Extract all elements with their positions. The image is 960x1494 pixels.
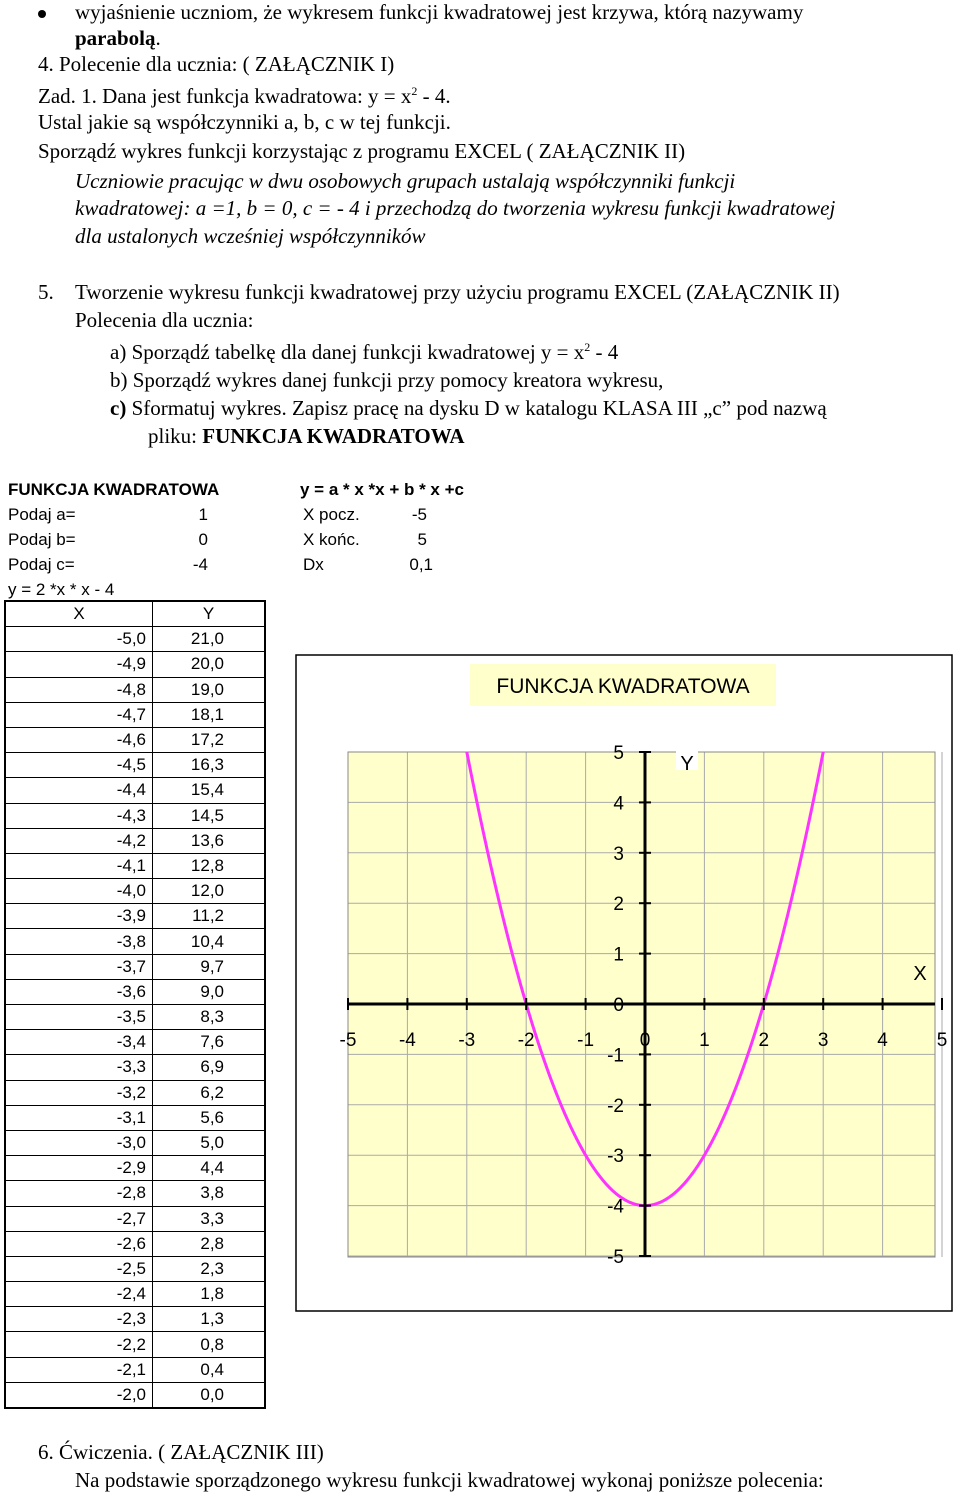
cell-y[interactable]: 1,3 bbox=[153, 1307, 266, 1332]
cell-x[interactable]: -2,2 bbox=[5, 1332, 153, 1357]
y-tick-label: 4 bbox=[613, 793, 624, 815]
bullet-end: . bbox=[155, 26, 161, 50]
x-tick-label: 2 bbox=[758, 1030, 770, 1051]
cell-y[interactable]: 4,4 bbox=[153, 1156, 266, 1181]
cell-y[interactable]: 16,3 bbox=[153, 753, 266, 778]
cell-x[interactable]: -2,4 bbox=[5, 1282, 153, 1307]
cell-y[interactable]: 18,1 bbox=[153, 702, 266, 727]
y-tick-label: 0 bbox=[613, 995, 624, 1016]
x-tick-label: 3 bbox=[817, 1030, 829, 1051]
task-c-text2: pliku: bbox=[148, 424, 203, 448]
cell-x[interactable]: -2,1 bbox=[5, 1357, 153, 1382]
cell-y[interactable]: 13,6 bbox=[153, 828, 266, 853]
cell-y[interactable]: 7,6 bbox=[153, 1030, 266, 1055]
cell-x[interactable]: -3,5 bbox=[5, 1005, 153, 1030]
italic-line-1: Uczniowie pracując w dwu osobowych grupach ustalają współczynniki funkcji bbox=[75, 169, 736, 193]
bullet-bold: parabolą bbox=[75, 26, 156, 50]
cell-y[interactable]: 9,7 bbox=[153, 954, 266, 979]
cell-y[interactable]: 6,2 bbox=[153, 1080, 266, 1105]
cell-y[interactable]: 3,8 bbox=[153, 1181, 266, 1206]
cell-x[interactable]: -4,8 bbox=[5, 677, 153, 702]
b-label: Podaj b= bbox=[8, 530, 76, 549]
cell-y[interactable]: 6,9 bbox=[153, 1055, 266, 1080]
dx-value[interactable]: 0,1 bbox=[409, 555, 433, 574]
cell-y[interactable]: 10,4 bbox=[153, 929, 266, 954]
task-c-label: c) bbox=[110, 396, 127, 420]
xend-value[interactable]: 5 bbox=[417, 530, 427, 549]
cell-y[interactable]: 19,0 bbox=[153, 677, 266, 702]
y-tick-label: 1 bbox=[613, 944, 624, 966]
zad-sup: 2 bbox=[411, 84, 418, 98]
y-tick-label: -5 bbox=[607, 1247, 624, 1268]
c-value[interactable]: -4 bbox=[192, 555, 208, 574]
cell-x[interactable]: -2,0 bbox=[5, 1382, 153, 1408]
cell-y[interactable]: 2,8 bbox=[153, 1231, 266, 1256]
cell-y[interactable]: 3,3 bbox=[153, 1206, 266, 1231]
x-tick-label: -4 bbox=[398, 1030, 416, 1051]
cell-y[interactable]: 2,3 bbox=[153, 1256, 266, 1281]
ustal-line: Ustal jakie są współczynniki a, b, c w tej funkcji. bbox=[38, 110, 451, 134]
y-tick-label: -2 bbox=[607, 1095, 624, 1117]
y-tick-label: -4 bbox=[607, 1196, 624, 1218]
cell-x[interactable]: -3,0 bbox=[5, 1130, 153, 1155]
cell-x[interactable]: -3,9 bbox=[5, 904, 153, 929]
cell-x[interactable]: -4,5 bbox=[5, 753, 153, 778]
cell-y[interactable]: 20,0 bbox=[153, 652, 266, 677]
a-label: Podaj a= bbox=[8, 505, 76, 524]
b-value[interactable]: 0 bbox=[198, 530, 208, 549]
cell-x[interactable]: -2,5 bbox=[5, 1256, 153, 1281]
zad-post: - 4. bbox=[417, 84, 451, 108]
cell-y[interactable]: 1,8 bbox=[153, 1282, 266, 1307]
y-tick-label: -1 bbox=[607, 1045, 624, 1067]
item-4: 4. Polecenie dla ucznia: ( ZAŁĄCZNIK I) bbox=[38, 52, 395, 76]
a-value[interactable]: 1 bbox=[198, 505, 208, 524]
x-tick-label: 1 bbox=[699, 1030, 710, 1051]
cell-x[interactable]: -4,2 bbox=[5, 828, 153, 853]
col-x-header: X bbox=[5, 601, 153, 627]
cell-y[interactable]: 5,6 bbox=[153, 1105, 266, 1130]
cell-x[interactable]: -3,7 bbox=[5, 954, 153, 979]
cell-y[interactable]: 11,2 bbox=[153, 904, 266, 929]
italic-line-3: dla ustalonych wcześniej współczynników bbox=[75, 224, 426, 248]
zad-text: Zad. 1. Dana jest funkcja kwadratowa: y = x bbox=[38, 84, 412, 108]
x-tick-label: -5 bbox=[339, 1030, 357, 1051]
cell-x[interactable]: -2,9 bbox=[5, 1156, 153, 1181]
cell-y[interactable]: 17,2 bbox=[153, 727, 266, 752]
cell-y[interactable]: 0,0 bbox=[153, 1382, 266, 1408]
task-a-text: a) Sporządź tabelkę dla danej funkcji kwadratowej y = x bbox=[110, 340, 585, 364]
cell-x[interactable]: -3,3 bbox=[5, 1055, 153, 1080]
xstart-value[interactable]: -5 bbox=[411, 505, 427, 524]
cell-x[interactable]: -2,3 bbox=[5, 1307, 153, 1332]
polecenia-line: Polecenia dla ucznia: bbox=[75, 308, 254, 332]
task-a-post: - 4 bbox=[590, 340, 619, 364]
c-label: Podaj c= bbox=[8, 555, 75, 574]
x-tick-label: -2 bbox=[517, 1030, 535, 1051]
cell-x[interactable]: -3,8 bbox=[5, 929, 153, 954]
cell-x[interactable]: -4,1 bbox=[5, 853, 153, 878]
cell-x[interactable]: -3,2 bbox=[5, 1080, 153, 1105]
cell-y[interactable]: 0,8 bbox=[153, 1332, 266, 1357]
sheet-formula: y = a * x *x + b * x +c bbox=[300, 480, 464, 499]
cell-x[interactable]: -4,4 bbox=[5, 778, 153, 803]
bullet-text: wyjaśnienie uczniom, że wykresem funkcji kwadratowej jest krzywa, którą nazywamy bbox=[75, 0, 804, 24]
cell-x[interactable]: -4,0 bbox=[5, 879, 153, 904]
section6-text: Na podstawie sporządzonego wykresu funkcji kwadratowej wykonaj poniższe polecenia: bbox=[75, 1468, 824, 1492]
chart-title: FUNKCJA KWADRATOWA bbox=[496, 675, 750, 698]
x-tick-label: -1 bbox=[577, 1030, 595, 1051]
sheet-title: FUNKCJA KWADRATOWA bbox=[8, 480, 220, 499]
section5-number: 5. bbox=[38, 280, 54, 304]
task-b: b) Sporządź wykres danej funkcji przy pomocy kreatora wykresu, bbox=[110, 368, 664, 392]
cell-y[interactable]: 21,0 bbox=[153, 627, 266, 652]
x-tick-label: 5 bbox=[936, 1030, 948, 1051]
cell-x[interactable]: -2,8 bbox=[5, 1181, 153, 1206]
cell-x[interactable]: -3,4 bbox=[5, 1030, 153, 1055]
cell-x[interactable]: -4,7 bbox=[5, 702, 153, 727]
equation: y = 2 *x * x - 4 bbox=[8, 580, 115, 599]
cell-y[interactable]: 12,8 bbox=[153, 853, 266, 878]
cell-y[interactable]: 14,5 bbox=[153, 803, 266, 828]
y-tick-label: 5 bbox=[613, 743, 624, 764]
cell-x[interactable]: -2,7 bbox=[5, 1206, 153, 1231]
y-tick-label: -3 bbox=[607, 1146, 624, 1168]
x-tick-label: 0 bbox=[639, 1030, 651, 1051]
x-axis-label: X bbox=[913, 963, 927, 985]
section5-title: Tworzenie wykresu funkcji kwadratowej przy użyciu programu EXCEL (ZAŁĄCZNIK II) bbox=[75, 280, 840, 304]
dx-label: Dx bbox=[303, 555, 324, 574]
task-c-file: FUNKCJA KWADRATOWA bbox=[202, 424, 465, 448]
cell-x[interactable]: -4,3 bbox=[5, 803, 153, 828]
cell-y[interactable]: 5,0 bbox=[153, 1130, 266, 1155]
cell-y[interactable]: 8,3 bbox=[153, 1005, 266, 1030]
cell-y[interactable]: 0,4 bbox=[153, 1357, 266, 1382]
y-axis-label: Y bbox=[680, 753, 694, 775]
task-a-sup: 2 bbox=[584, 340, 591, 354]
xend-label: X końc. bbox=[303, 530, 360, 549]
x-tick-label: 4 bbox=[877, 1030, 888, 1051]
cell-x[interactable]: -4,6 bbox=[5, 727, 153, 752]
cell-y[interactable]: 9,0 bbox=[153, 979, 266, 1004]
col-y-header: Y bbox=[202, 604, 215, 624]
cell-y[interactable]: 12,0 bbox=[153, 879, 266, 904]
y-tick-label: 2 bbox=[613, 894, 624, 916]
section6-heading: 6. Ćwiczenia. ( ZAŁĄCZNIK III) bbox=[38, 1440, 324, 1464]
cell-y[interactable]: 15,4 bbox=[153, 778, 266, 803]
sporzadz-line: Sporządź wykres funkcji korzystając z programu EXCEL ( ZAŁĄCZNIK II) bbox=[38, 139, 686, 163]
cell-x[interactable]: -3,1 bbox=[5, 1105, 153, 1130]
cell-x[interactable]: -3,6 bbox=[5, 979, 153, 1004]
cell-x[interactable]: -2,6 bbox=[5, 1231, 153, 1256]
y-tick-label: 3 bbox=[613, 843, 624, 865]
x-tick-label: -3 bbox=[458, 1030, 476, 1051]
task-c-text: Sformatuj wykres. Zapisz pracę na dysku D w katalogu KLASA III „c” pod nazwą bbox=[126, 396, 827, 420]
cell-x[interactable]: -4,9 bbox=[5, 652, 153, 677]
italic-line-2: kwadratowej: a =1, b = 0, c = - 4 i przechodzą do tworzenia wykresu funkcji kwadratowej bbox=[75, 196, 836, 220]
cell-x[interactable]: -5,0 bbox=[5, 627, 153, 652]
xstart-label: X pocz. bbox=[303, 505, 360, 524]
